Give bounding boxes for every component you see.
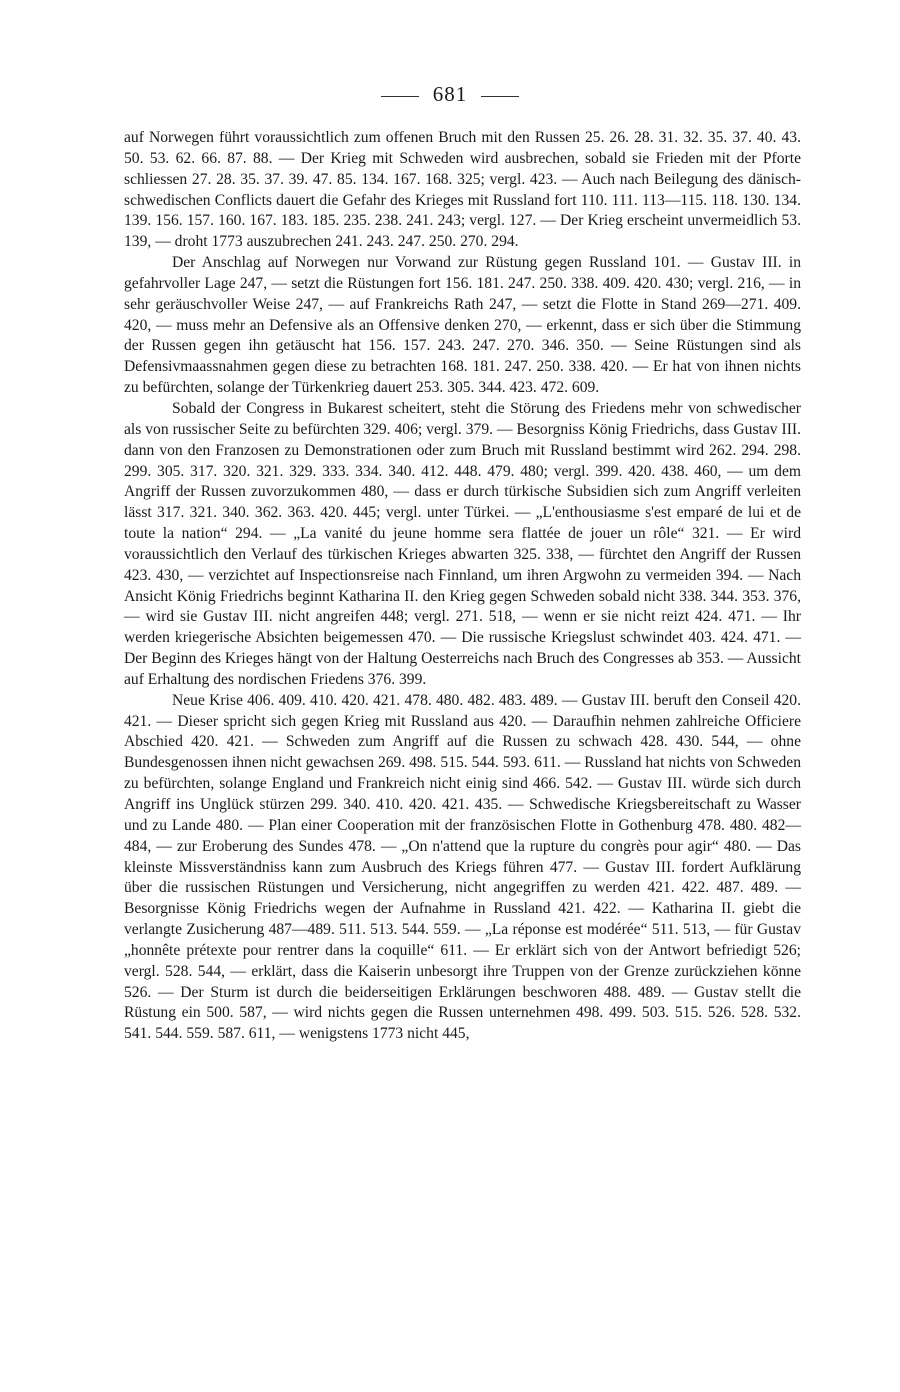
page-header [0, 82, 900, 107]
page-number: 681 [432, 82, 468, 106]
paragraph: Sobald der Congress in Bukarest scheitert, steht die Störung des Friedens mehr von schwedischer als von russischer Seite zu befürchten 329. 406; vergl. 379. — Besorgniss König Friedrichs, dass Gustav III. dann von den Franzosen zu Demonstrationen oder zum Bruch mit Russland bestimmt wird 262. 294. 298. 299. 305. 317. 320. 321. 329. 333. 334. 340. 412. 448. 479. 480; vergl. 399. 420. 438. 460, — um dem Angriff der Russen zuvorzukommen 480, — dass er durch türkische Subsidien sich zum Angriff verleiten lässt 317. 321. 340. 362. 363. 420. 445; vergl. unter Türkei. — „L'enthousiasme s'est emparé de lui et de toute la nation“ 294. — „La vanité du jeune homme sera flattée de jouer un rôle“ 321. — Er wird voraussichtlich den Verlauf des türkischen Krieges abwarten 325. 338, — fürchtet den Angriff der Russen 423. 430, — verzichtet auf Inspectionsreise nach Finnland, um ihren Argwohn zu vermeiden 394. — Nach Ansicht König Friedrichs beginnt Katharina II. den Krieg gegen Schweden sobald nicht 338. 344. 353. 376, — wird sie Gustav III. nicht angreifen 448; vergl. 271. 518, — wenn er sie nicht reizt 424. 471. — Ihr werden kriegerische Absichten beigemessen 470. — Die russische Kriegslust schwindet 403. 424. 471. — Der Beginn des Krieges hängt von der Haltung Oesterreichs nach Bruch des Congresses ab 353. — Aussicht auf Erhaltung des nordischen Friedens 376. 399. [124, 399, 801, 688]
paragraph: auf Norwegen führt voraussichtlich zum offenen Bruch mit den Russen 25. 26. 28. 31. 32. 35. 37. 40. 43. 50. 53. 62. 66. 87. 88. — Der Krieg mit Schweden wird ausbrechen, sobald sie Frieden mit der Pforte schliessen 27. 28. 35. 37. 39. 47. 85. 134. 167. 168. 325; vergl. 423. — Auch nach Beilegung des dänisch-schwedischen Conflicts dauert die Gefahr des Krieges mit Russland fort 110. 111. 113—115. 118. 130. 134. 139. 156. 157. 160. 167. 183. 185. 235. 238. 241. 243; vergl. 127. — Der Krieg erscheint unvermeidlich 53. 139, — droht 1773 auszubrechen 241. 243. 247. 250. 270. 294. [124, 129, 801, 251]
header-rule-right [481, 96, 519, 97]
paragraph: Neue Krise 406. 409. 410. 420. 421. 478. 480. 482. 483. 489. — Gustav III. beruft den Conseil 420. 421. — Dieser spricht sich gegen Krieg mit Russland aus 420. — Daraufhin nehmen zahlreiche Officiere Abschied 420. 421. — Schweden zum Angriff auf die Russen zu schwach 428. 430. 544, — ohne Bundesgenossen ihnen nicht gewachsen 269. 498. 515. 544. 593. 611. — Russland hat nichts von Schweden zu befürchten, solange England und Frankreich nicht einig sind 466. 542. — Gustav III. würde sich durch Angriff ins Unglück stürzen 299. 340. 410. 420. 421. 435. — Schwedische Kriegsbereitschaft zu Wasser und zu Lande 480. — Plan einer Cooperation mit der französischen Flotte in Gothenburg 478. 480. 482—484, — zur Eroberung des Sundes 478. — „On n'attend que la rupture du congrès pour agir“ 480. — Das kleinste Missverständniss kann zum Ausbruch des Kriegs führen 477. — Gustav III. fordert Aufklärung über die russischen Rüstungen und Versicherung, nicht angegriffen zu werden 421. 422. 487. 489. — Besorgnisse König Friedrichs wegen der Aufnahme in Russland 421. 422. — Katharina II. giebt die verlangte Zusicherung 487—489. 511. 513. 544. 559. — „La réponse est modérée“ 511. 513, — für Gustav „honnête prétexte pour rentrer dans la coquille“ 611. — Er erklärt sich von der Antwort befriedigt 526; vergl. 528. 544, — erklärt, dass die Kaiserin unbesorgt ihre Truppen von der Grenze zurückziehen könne 526. — Der Sturm ist durch die beiderseitigen Erklärungen beschworen 488. 489. — Gustav stellt die Rüstung ein 500. 587, — wird nichts gegen die Russen unternehmen 498. 499. 503. 515. 526. 528. 532. 541. 544. 559. 587. 611, — wenigstens 1773 nicht 445, [124, 691, 801, 1043]
paragraph: Der Anschlag auf Norwegen nur Vorwand zur Rüstung gegen Russland 101. — Gustav III. in gefahrvoller Lage 247, — setzt die Rüstungen fort 156. 181. 247. 250. 338. 409. 420. 430; vergl. 216, — in sehr geräuschvoller Weise 247, — auf Frankreichs Rath 247, — setzt die Flotte in Stand 269—271. 409. 420, — muss mehr an Defensive als an Offensive denken 270, — erkennt, dass er sich über die Stimmung der Russen gegen ihn getäuscht hat 156. 157. 243. 247. 270. 346. 350. — Seine Rüstungen sind als Defensivmaassnahmen gegen diese zu betrachten 168. 181. 247. 250. 338. 420. — Er hat von ihnen nichts zu befürchten, solange der Türkenkrieg dauert 253. 305. 344. 423. 472. 609. [124, 254, 801, 397]
header-rule-left [381, 96, 419, 97]
body-text [124, 128, 801, 1045]
